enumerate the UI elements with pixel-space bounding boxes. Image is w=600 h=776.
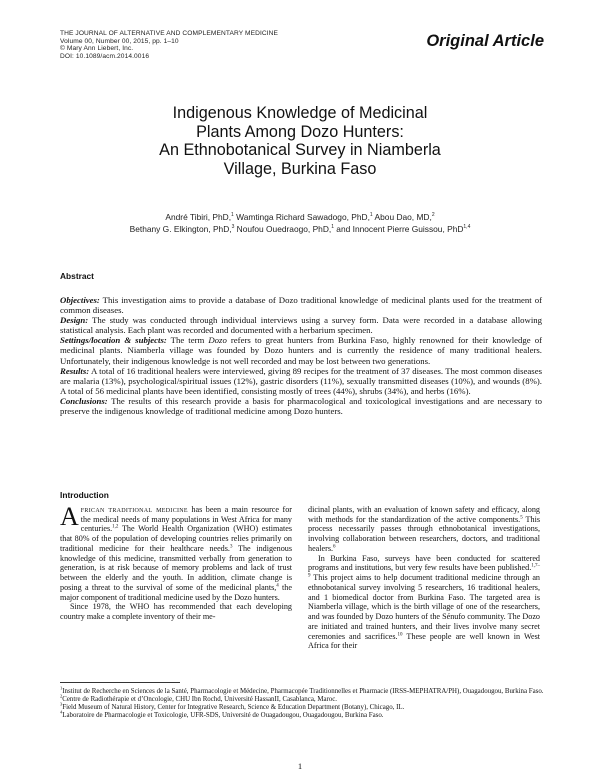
author-name: Wamtinga Richard Sawadogo, PhD, (233, 212, 370, 222)
abstract-label: Conclusions: (60, 395, 108, 406)
author-list (60, 212, 540, 235)
citation-marker: 10 (397, 631, 403, 637)
author-line (60, 224, 540, 236)
small-caps-lead: frican traditional medicine (80, 505, 188, 514)
abstract-text: A total of 16 traditional healers were interviewed, giving 89 recipes for the treatment of 37 diseases. The most common diseases are malaria (13%), psychological/spiritual issues (12%), gastric disorders (11%), sexually transmitted diseases (10%), and wounds (8%). A total of 56 medicinal plants have been identified, consisting mostly of trees (44%), shrubs (34%), and herbs (16%). (60, 365, 542, 396)
abstract-heading: Abstract (60, 271, 94, 281)
body-text: the major component of traditional medicine used by the Dozo hunters. (60, 582, 292, 602)
author-name: André Tibiri, PhD, (165, 212, 232, 222)
footnote (60, 709, 544, 720)
body-text: The indigenous knowledge of this medicine, transmitted verbally from generation to generation, is at risk because of memory problems and lack of trust between the elderly and the youth. In addition, climate change is posing a threat to the survival of some of the medicinal plants, (60, 543, 292, 592)
abstract-conclusions (60, 396, 542, 416)
affiliation-marker: 1 (331, 223, 334, 230)
footnote-text: Field Museum of Natural History, Center for Integrative Research, Science & Education Department (Botany), Chicago, IL. (62, 704, 405, 712)
doi: DOI: 10.1089/acm.2014.0016 (60, 52, 150, 60)
author-name: and Innocent Pierre Guissou, PhD (333, 223, 464, 234)
abstract-term: Dozo (208, 335, 227, 346)
title-line: Village, Burkina Faso (223, 159, 377, 178)
body-text: In Burkina Faso, surveys have been conducted for scattered programs and institutions, but very few results have been published. (308, 553, 540, 573)
footnote-text: Centre de Radiothérapie et d’Oncologie, CHU Ibn Rochd, Université HassanII, Casablanca, Maroc. (62, 696, 338, 704)
affiliation-marker: 1,4 (463, 223, 471, 230)
body-paragraph (308, 554, 540, 651)
body-text: has been a main resource for the medical needs of many populations in West Africa for many centuries. (80, 505, 292, 534)
body-text: These people are well known in West Africa for their (308, 631, 540, 651)
body-paragraph: Since 1978, the WHO has recommended that each developing country make a complete inventory of their me- (60, 602, 292, 622)
body-column-right (308, 505, 540, 651)
body-text: This project aims to help document traditional medicine through an ethnobotanical survey involving 5 researchers, 16 traditional healers, and 1 biomedical doctor from Burkina Faso. The targeted area is Niamberla village, which is the birth village of one of the researchers, and was founded by Dozo hunters of the Sénufo community. The Dozo are initiated and trained hunters, and their lives involve many secret ceremonies and sacrifices. (308, 573, 540, 641)
affiliation-footnotes (60, 685, 544, 720)
title-line: An Ethnobotanical Survey in Niamberla (159, 141, 441, 160)
abstract-results (60, 366, 542, 396)
article-title (60, 104, 540, 178)
citation-marker: 5 (520, 515, 523, 521)
affiliation-marker: 1 (369, 212, 373, 219)
citation-marker: 3 (229, 544, 233, 550)
footnote-text: Laboratoire de Pharmacologie et Toxicologie, UFR-SDS, Université de Ouagadougou, Ouagadougou, Burkina Faso. (62, 712, 384, 720)
abstract-label: Design: (60, 315, 89, 326)
footnote (60, 685, 544, 696)
affiliation-marker: 3 (231, 223, 235, 230)
abstract-text: The study was conducted through individual interviews using a survey form. Data were recorded in a database allowing statistical analysis. Each plant was recorded and documented with a herbarium specimen. (60, 315, 542, 336)
author-name: Noufou Ouedraogo, PhD, (234, 223, 332, 234)
affiliation-marker: 1 (231, 212, 234, 219)
footnote (60, 693, 544, 704)
abstract-settings (60, 335, 542, 365)
footnote-marker: 2 (60, 693, 63, 699)
abstract-label: Results: (60, 365, 90, 376)
author-name: Bethany G. Elkington, PhD, (129, 223, 232, 234)
citation-marker: 1,7–9 (308, 563, 540, 579)
body-text: dicinal plants, with an evaluation of known safety and efficacy, along with methods for the standardization of the active components. (308, 505, 540, 524)
abstract-label: Settings/location & subjects: (60, 335, 167, 346)
footnote-marker: 1 (60, 685, 63, 691)
volume-info: Volume 00, Number 00, 2015, pp. 1–10 (60, 37, 179, 45)
footnote-divider (60, 682, 180, 683)
body-column-left (60, 502, 292, 622)
abstract-text: The term (166, 335, 209, 346)
body-text: The World Health Organization (WHO) estimates that 80% of the population of developing countries relies primarily on traditional medicine for their healthcare needs. (60, 524, 292, 553)
abstract-text: This investigation aims to provide a database of Dozo traditional knowledge of medicinal plants used for the treatment of common diseases. (60, 295, 542, 316)
article-type: Original Article (426, 32, 544, 50)
abstract-text: refers to great hunters from Burkina Faso, highly renowned for their knowledge of medicinal plants. Niamberla village was founded by Dozo hunters and is currently the residence of many traditional healers. Unfortunately, their indigenous knowledge is not well recorded and may be lost between two generations. (60, 335, 542, 366)
title-line: Plants Among Dozo Hunters: (196, 122, 404, 141)
copyright: © Mary Ann Liebert, Inc. (60, 45, 134, 53)
body-paragraph (60, 502, 292, 602)
introduction-heading: Introduction (60, 490, 109, 500)
footnote (60, 701, 544, 712)
abstract-objectives (60, 295, 542, 315)
title-line: Indigenous Knowledge of Medicinal (172, 104, 428, 122)
author-name: Abou Dao, MD, (372, 212, 432, 222)
footnote-marker: 3 (60, 701, 63, 707)
journal-name: THE JOURNAL OF ALTERNATIVE AND COMPLEMENTARY MEDICINE (60, 30, 279, 37)
footnote-marker: 4 (60, 709, 63, 715)
body-text: This process necessarily passes through ethnobotanical investigations, involving collaboration between researchers, doctors, and traditional healers. (308, 514, 540, 553)
author-line (60, 212, 540, 224)
page-number: 1 (297, 761, 303, 771)
journal-header (60, 30, 278, 60)
citation-marker: 4 (276, 583, 279, 589)
abstract-text: The results of this research provide a basis for pharmacological and toxicological investigations and are necessary to preserve the indigenous knowledge of traditional medicine among Dozo hunters. (60, 395, 542, 417)
citation-marker: 1,2 (112, 524, 119, 530)
affiliation-marker: 2 (431, 212, 435, 219)
abstract-label: Objectives: (60, 295, 100, 305)
body-paragraph (308, 505, 540, 554)
abstract-body (60, 295, 542, 416)
drop-cap: A (60, 502, 79, 531)
citation-marker: 6 (333, 544, 336, 550)
footnote-text: Institut de Recherche en Sciences de la Santé, Pharmacologie et Médecine, Pharmacopée Traditionnelles et Pharmacie (IRSS-MEPHATRA/PH), Ouagadougou, Burkina Faso. (62, 688, 544, 695)
abstract-design (60, 315, 542, 335)
